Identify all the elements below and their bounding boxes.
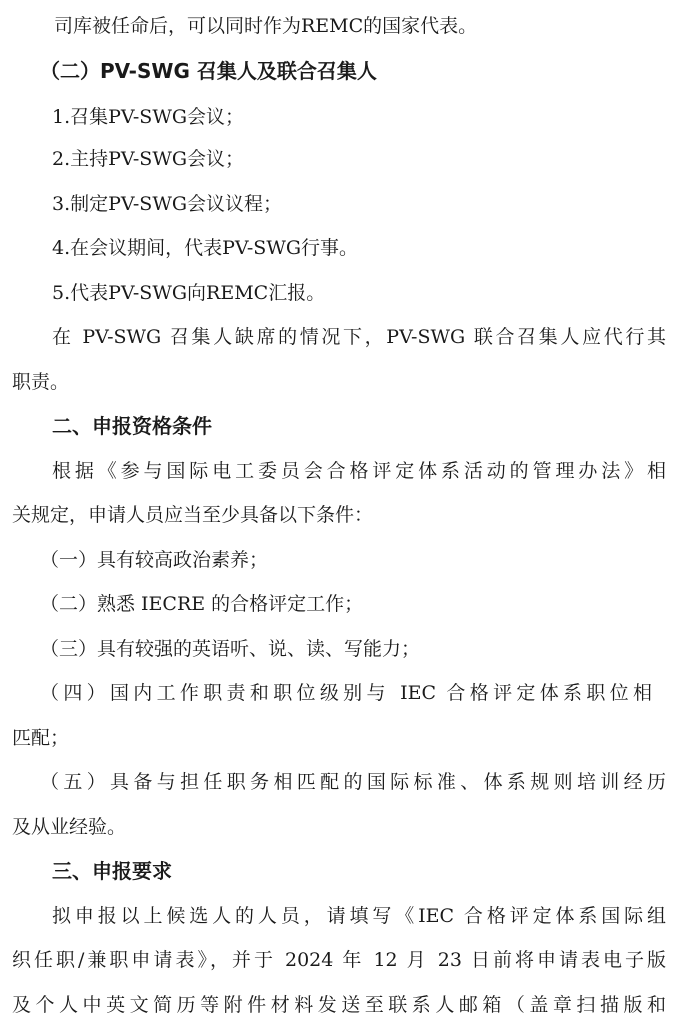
paragraph-line: 及从业经验。 [12, 816, 127, 838]
list-item: （五）具备与担任职务相匹配的国际标准、体系规则培训经历 [40, 771, 666, 793]
list-item: 1.召集PV-SWG会议； [52, 106, 245, 128]
list-item: （三）具有较强的英语听、说、读、写能力； [40, 638, 421, 660]
list-item: 4.在会议期间，代表PV-SWG行事。 [52, 237, 359, 259]
list-item: （一）具有较高政治素养； [40, 549, 269, 571]
subheading-convener: （二）PV-SWG 召集人及联合召集人 [40, 59, 377, 83]
list-item: 3.制定PV-SWG会议议程； [52, 193, 283, 215]
paragraph-line: 在 PV-SWG 召集人缺席的情况下，PV-SWG 联合召集人应代行其 [52, 326, 666, 348]
paragraph-line: 根据《参与国际电工委员会合格评定体系活动的管理办法》相 [52, 460, 666, 482]
list-item: （四）国内工作职责和职位级别与 IEC 合格评定体系职位相 [40, 682, 652, 704]
paragraph-line: 织任职/兼职申请表》，并于 2024 年 12 月 23 日前将申请表电子版 [12, 949, 666, 971]
section-heading-eligibility: 二、申报资格条件 [52, 414, 212, 438]
paragraph-line: 职责。 [12, 371, 70, 393]
paragraph-line: 及个人中英文简历等附件材料发送至联系人邮箱（盖章扫描版和 [12, 994, 666, 1016]
paragraph-line: 关规定，申请人员应当至少具备以下条件： [12, 504, 374, 526]
paragraph-line: 司库被任命后，可以同时作为REMC的国家代表。 [54, 15, 478, 37]
list-item: 5.代表PV-SWG向REMC汇报。 [52, 282, 326, 304]
list-item: 2.主持PV-SWG会议； [52, 148, 245, 170]
list-item: （二）熟悉 IECRE 的合格评定工作； [40, 593, 364, 615]
section-heading-requirements: 三、申报要求 [52, 859, 172, 883]
paragraph-line: 拟申报以上候选人的人员，请填写《IEC 合格评定体系国际组 [52, 905, 666, 927]
paragraph-line: 匹配； [12, 727, 70, 749]
